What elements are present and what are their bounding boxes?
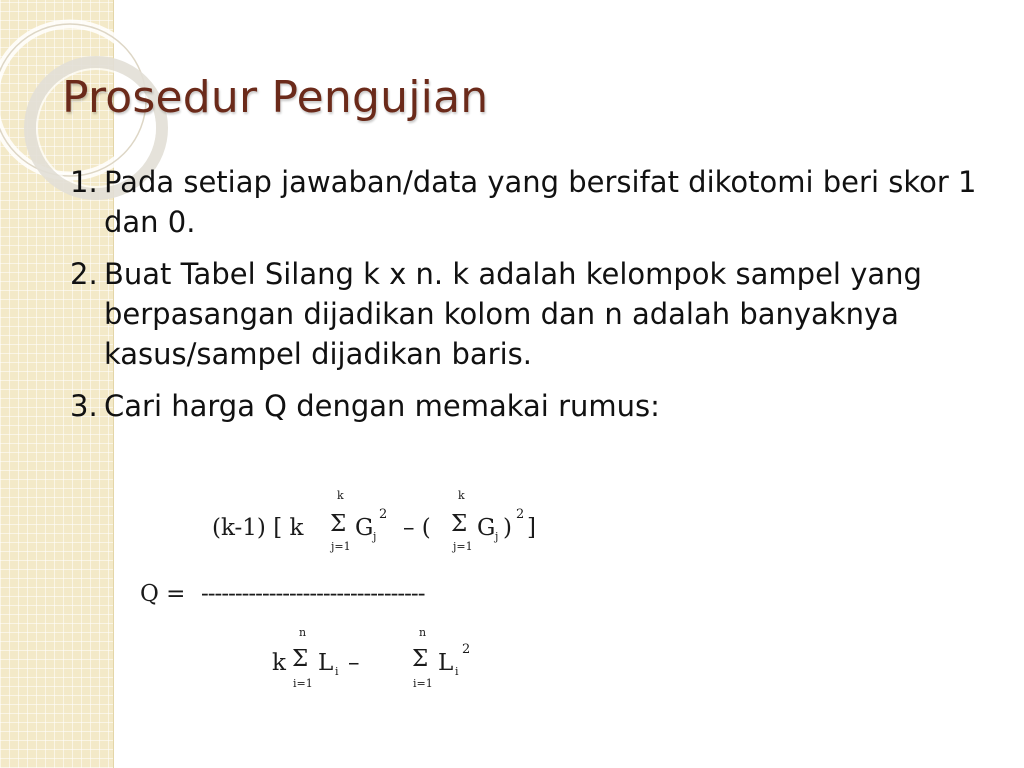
list-item-number: 3. (70, 389, 98, 423)
denominator-term2-sub: i (455, 665, 459, 678)
denominator-sum1-lower: i=1 (293, 677, 313, 690)
numerator-term1-sup: 2 (379, 507, 388, 522)
procedure-list (70, 162, 990, 438)
numerator-sum1-lower: j=1 (331, 540, 351, 553)
numerator-term1-sub: j (373, 530, 377, 543)
sigma-symbol: Σ (330, 511, 347, 537)
numerator-part1: (k-1) [ k (212, 515, 304, 541)
denominator-minus: – (348, 650, 360, 676)
numerator-term2: G (477, 515, 496, 541)
q-formula (135, 485, 605, 700)
sigma-symbol: Σ (292, 646, 309, 672)
list-item (70, 386, 990, 426)
list-item (70, 162, 990, 242)
list-item-number: 2. (70, 257, 98, 291)
list-item-text: Cari harga Q dengan memakai rumus: (104, 389, 660, 423)
fraction-line: --------------------------------- (201, 581, 425, 607)
list-item-number: 1. (70, 165, 98, 199)
sigma-symbol: Σ (451, 511, 468, 537)
numerator-part3: ) (503, 515, 512, 541)
list-item-text: Buat Tabel Silang k x n. k adalah kelompok sampel yang berpasangan dijadikan kolom dan n adalah banyaknya kasus/sampel dijadikan baris. (104, 257, 922, 371)
numerator-close: ] (527, 515, 536, 541)
slide-title: Prosedur Pengujian (62, 72, 489, 123)
denominator-term1: L (318, 650, 334, 676)
denominator-sum1-upper: n (299, 626, 307, 639)
numerator-sum2-lower: j=1 (453, 540, 473, 553)
numerator-term1: G (355, 515, 374, 541)
denominator-term1-sub: i (335, 665, 339, 678)
numerator-part2: – ( (403, 515, 431, 541)
numerator-term2-sub: j (495, 530, 499, 543)
denominator-part1: k (272, 650, 286, 676)
denominator-term2: L (438, 650, 454, 676)
denominator-term2-sup: 2 (462, 642, 471, 657)
list-item-text: Pada setiap jawaban/data yang bersifat dikotomi beri skor 1 dan 0. (104, 165, 977, 239)
numerator-sum1-upper: k (337, 489, 344, 502)
denominator-sum2-lower: i=1 (413, 677, 433, 690)
formula-lhs: Q = (140, 581, 186, 607)
sigma-symbol: Σ (412, 646, 429, 672)
numerator-sum2-upper: k (458, 489, 465, 502)
denominator-sum2-upper: n (419, 626, 427, 639)
list-item (70, 254, 990, 374)
numerator-term2-sup: 2 (516, 507, 525, 522)
